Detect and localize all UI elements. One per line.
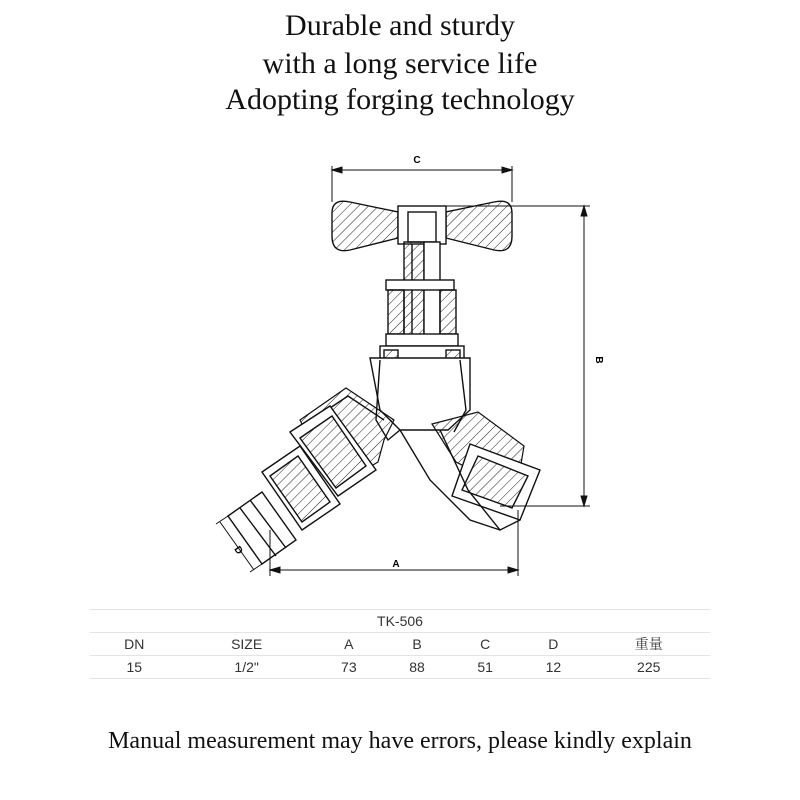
spec-table-value-row [90, 656, 710, 679]
header-a: A [315, 633, 383, 656]
headline-line-3: Adopting forging technology [225, 83, 575, 116]
valve-body [228, 358, 540, 564]
header-weight: 重量 [587, 633, 710, 656]
spec-table-header-row [90, 633, 710, 656]
value-c: 51 [451, 656, 519, 679]
header-size: SIZE [179, 633, 315, 656]
value-b: 88 [383, 656, 451, 679]
spec-table [90, 609, 710, 679]
header-d: D [519, 633, 587, 656]
value-size: 1/2" [179, 656, 315, 679]
header-b: B [383, 633, 451, 656]
value-a: 73 [315, 656, 383, 679]
spec-table-title: TK-506 [90, 610, 710, 633]
dim-label-b: B [593, 356, 604, 364]
value-weight: 225 [587, 656, 710, 679]
header-c: C [451, 633, 519, 656]
spec-table-title-row [90, 610, 710, 633]
headline-line-2: with a long service life [262, 47, 538, 80]
dim-label-a: A [392, 559, 400, 570]
footer-note: Manual measurement may have errors, please kindly explain [108, 728, 692, 754]
value-dn: 15 [90, 656, 179, 679]
headline-line-1: Durable and sturdy [285, 9, 515, 42]
dim-label-d: D [231, 544, 245, 557]
dim-label-c: C [413, 155, 421, 166]
header-dn: DN [90, 633, 179, 656]
value-d: 12 [519, 656, 587, 679]
